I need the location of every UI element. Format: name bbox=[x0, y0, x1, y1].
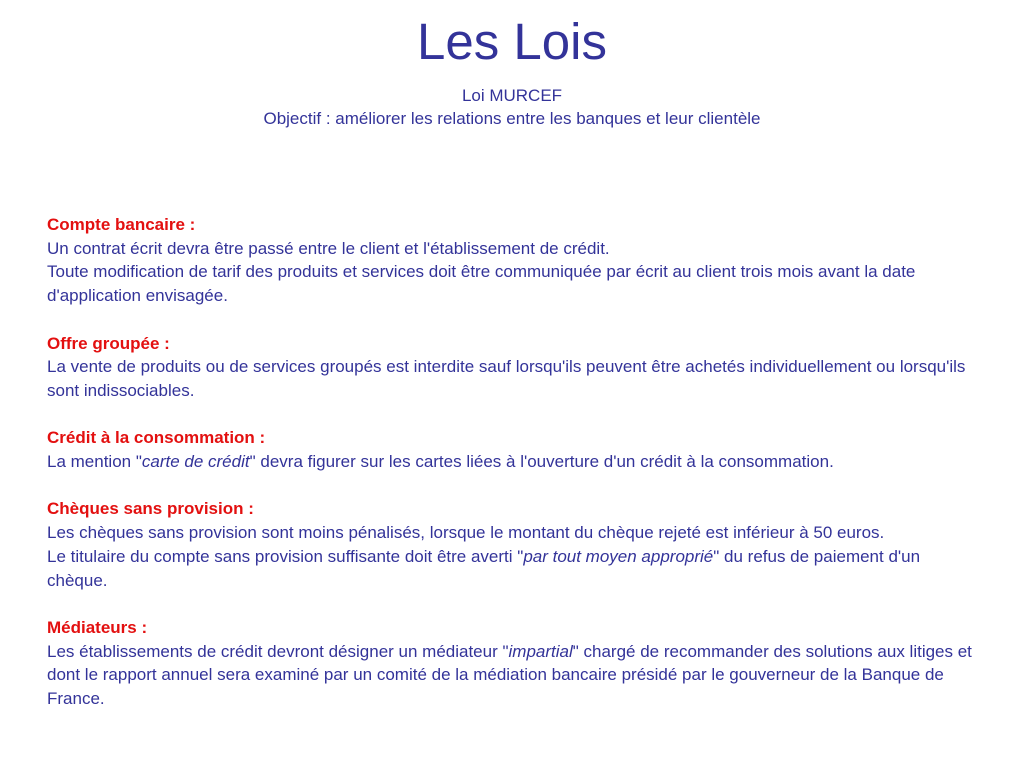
section-paragraph bbox=[47, 450, 982, 474]
emphasis-text: impartial bbox=[508, 641, 573, 661]
section-cheques-sans-provision bbox=[47, 497, 982, 592]
text-run: " chargé de recommander des solutions aux litiges et dont le rapport annuel sera examiné par un comité de la médiation bancaire présidé par le gouverneur de la Banque de France. bbox=[47, 641, 972, 708]
section-paragraph bbox=[47, 640, 982, 711]
emphasis-text: par tout moyen approprié bbox=[523, 546, 714, 566]
section-credit-consommation bbox=[47, 426, 982, 473]
slide-body bbox=[47, 213, 982, 734]
section-heading: Médiateurs : bbox=[47, 617, 148, 637]
subtitle-law-name: Loi MURCEF bbox=[461, 86, 563, 105]
text-run: Les établissements de crédit devront désigner un médiateur " bbox=[47, 641, 509, 661]
section-paragraph: Un contrat écrit devra être passé entre le client et l'établissement de crédit. bbox=[47, 238, 610, 258]
section-heading: Crédit à la consommation : bbox=[47, 428, 266, 448]
slide-title: Les Lois bbox=[417, 13, 607, 70]
subtitle-objective: Objectif : améliorer les relations entre les banques et leur clientèle bbox=[263, 109, 761, 128]
section-paragraph: La vente de produits ou de services groupés est interdite sauf lorsqu'ils peuvent être achetés individuellement ou lorsqu'ils sont indissociables. bbox=[47, 357, 966, 400]
section-paragraph: Les chèques sans provision sont moins pénalisés, lorsque le montant du chèque rejeté est inférieur à 50 euros. bbox=[47, 523, 885, 543]
section-mediateurs bbox=[47, 616, 982, 711]
section-paragraph: Toute modification de tarif des produits et services doit être communiquée par écrit au client trois mois avant la date d'application envisagée. bbox=[47, 262, 916, 306]
section-compte-bancaire bbox=[47, 213, 982, 308]
text-run: La mention " bbox=[47, 452, 142, 471]
emphasis-text: carte de crédit bbox=[141, 452, 250, 471]
slide-subtitle bbox=[0, 84, 1024, 130]
section-offre-groupee bbox=[47, 332, 982, 403]
section-heading: Compte bancaire : bbox=[47, 215, 196, 234]
section-paragraph bbox=[47, 545, 982, 592]
section-heading: Chèques sans provision : bbox=[47, 499, 254, 519]
text-run: Le titulaire du compte sans provision suffisante doit être averti " bbox=[47, 546, 524, 566]
text-run: " devra figurer sur les cartes liées à l'ouverture d'un crédit à la consommation. bbox=[249, 452, 834, 471]
text-run: " du refus de paiement d'un chèque. bbox=[47, 546, 921, 590]
section-heading: Offre groupée : bbox=[47, 333, 170, 353]
